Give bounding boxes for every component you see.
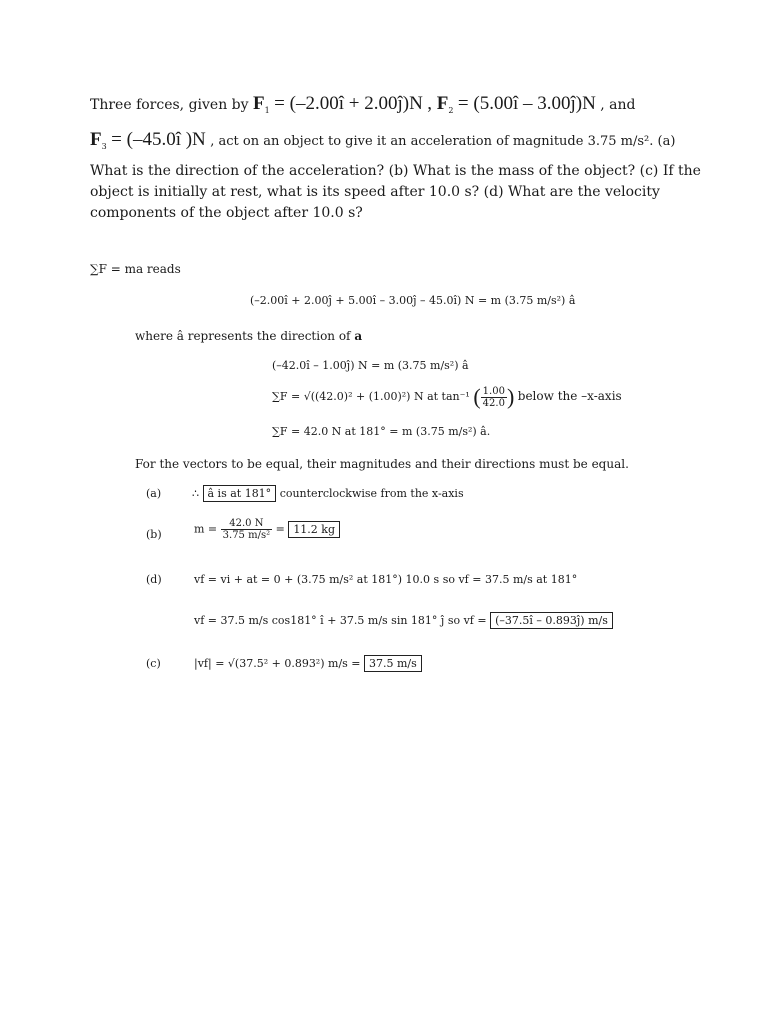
force-f3-sub: 3 xyxy=(101,141,107,151)
tan-numerator: 1.00 xyxy=(482,385,505,397)
equation-2: (–42.0î – 1.00ĵ) N = m (3.75 m/s²) â xyxy=(272,359,469,372)
tan-denominator: 42.0 xyxy=(482,397,505,409)
problem-intro: Three forces, given by xyxy=(90,97,249,113)
where-bold-a: a xyxy=(354,329,363,343)
mass-numerator: 42.0 N xyxy=(229,518,264,529)
problem-line-5: components of the object after 10.0 s? xyxy=(90,205,363,221)
part-a-label: (a) xyxy=(146,487,162,500)
part-d-answer-box: (–37.5î – 0.893ĵ) m/s xyxy=(490,612,613,629)
part-d-label: (d) xyxy=(146,573,162,586)
mass-fraction xyxy=(221,518,272,541)
where-line xyxy=(135,329,362,343)
force-f2-value: (5.00î – 3.00ĵ)N xyxy=(473,93,596,114)
problem-line-2: $F_3$ = (–45.0î )N , act on an object to give it an acceleration of magnitude 3.75 m/s². (a) xyxy=(90,129,676,151)
part-a-answer-box: â is at 181° xyxy=(203,485,277,502)
part-d-line-2-left: vf = 37.5 m/s cos181° î + 37.5 m/s sin 181° ĵ so vf = xyxy=(194,614,487,627)
part-b-equals: = xyxy=(275,522,285,536)
part-c-line xyxy=(194,657,422,670)
force-f3-symbol: F xyxy=(90,129,102,150)
part-a-rest: counterclockwise from the x-axis xyxy=(279,487,464,500)
problem-line-2-text: , act on an object to give it an acceleration of magnitude 3.75 m/s². (a) xyxy=(210,134,676,149)
part-b-answer-box: 11.2 kg xyxy=(288,521,340,538)
problem-and: , and xyxy=(600,97,636,113)
where-text: where â represents the direction of xyxy=(135,329,351,343)
part-b-m: m = xyxy=(194,522,218,536)
equation-3-right: below the –x-axis xyxy=(517,389,622,403)
force-f2-symbol: F xyxy=(436,93,449,114)
part-b-line xyxy=(194,518,340,541)
part-c-answer-box: 37.5 m/s xyxy=(364,655,422,672)
equation-1: (–2.00î + 2.00ĵ + 5.00î – 3.00ĵ – 45.0î) N = m (3.75 m/s²) â xyxy=(250,294,576,307)
force-f3-value: (–45.0î )N xyxy=(126,129,206,150)
part-a-line xyxy=(192,487,464,500)
force-f1-sub: 1 xyxy=(264,105,270,115)
problem-line-4: object is initially at rest, what is its speed after 10.0 s? (d) What are the velocity xyxy=(90,184,660,200)
equation-4: ∑F = 42.0 N at 181° = m (3.75 m/s²) â. xyxy=(272,425,491,438)
part-c-left: |vf| = √(37.5² + 0.893²) m/s = xyxy=(194,657,361,670)
tan-fraction xyxy=(481,386,507,409)
sum-f-reads: ∑F = ma reads xyxy=(90,262,181,276)
part-c-label: (c) xyxy=(146,657,161,670)
problem-line-1: Three forces, given by $F_1$ = (–2.00î + 2.00ĵ)N , $F_2$ = (5.00î – 3.00ĵ)N , and xyxy=(90,93,636,115)
equation-3-left: ∑F = √((42.0)² + (1.00)²) N at tan⁻¹ xyxy=(272,390,470,403)
therefore-symbol: ∴ xyxy=(192,487,199,500)
force-f1-symbol: F xyxy=(253,93,265,114)
mass-denominator: 3.75 m/s² xyxy=(222,530,271,541)
part-d-line-2 xyxy=(194,614,613,627)
vectors-equal-statement: For the vectors to be equal, their magnitudes and their directions must be equal. xyxy=(135,457,629,471)
force-f2-sub: 2 xyxy=(448,105,454,115)
equation-3: ∑F = √((42.0)² + (1.00)²) N at tan⁻¹ ( $\frac{1.00}{42.0}$ ) below the –x-axis xyxy=(272,384,622,409)
force-f1-value: (–2.00î + 2.00ĵ)N xyxy=(289,93,423,114)
part-b-label: (b) xyxy=(146,528,162,541)
problem-line-3: What is the direction of the acceleration? (b) What is the mass of the object? (c) If the xyxy=(90,163,701,179)
part-d-line-1: vf = vi + at = 0 + (3.75 m/s² at 181°) 10.0 s so vf = 37.5 m/s at 181° xyxy=(194,573,578,586)
